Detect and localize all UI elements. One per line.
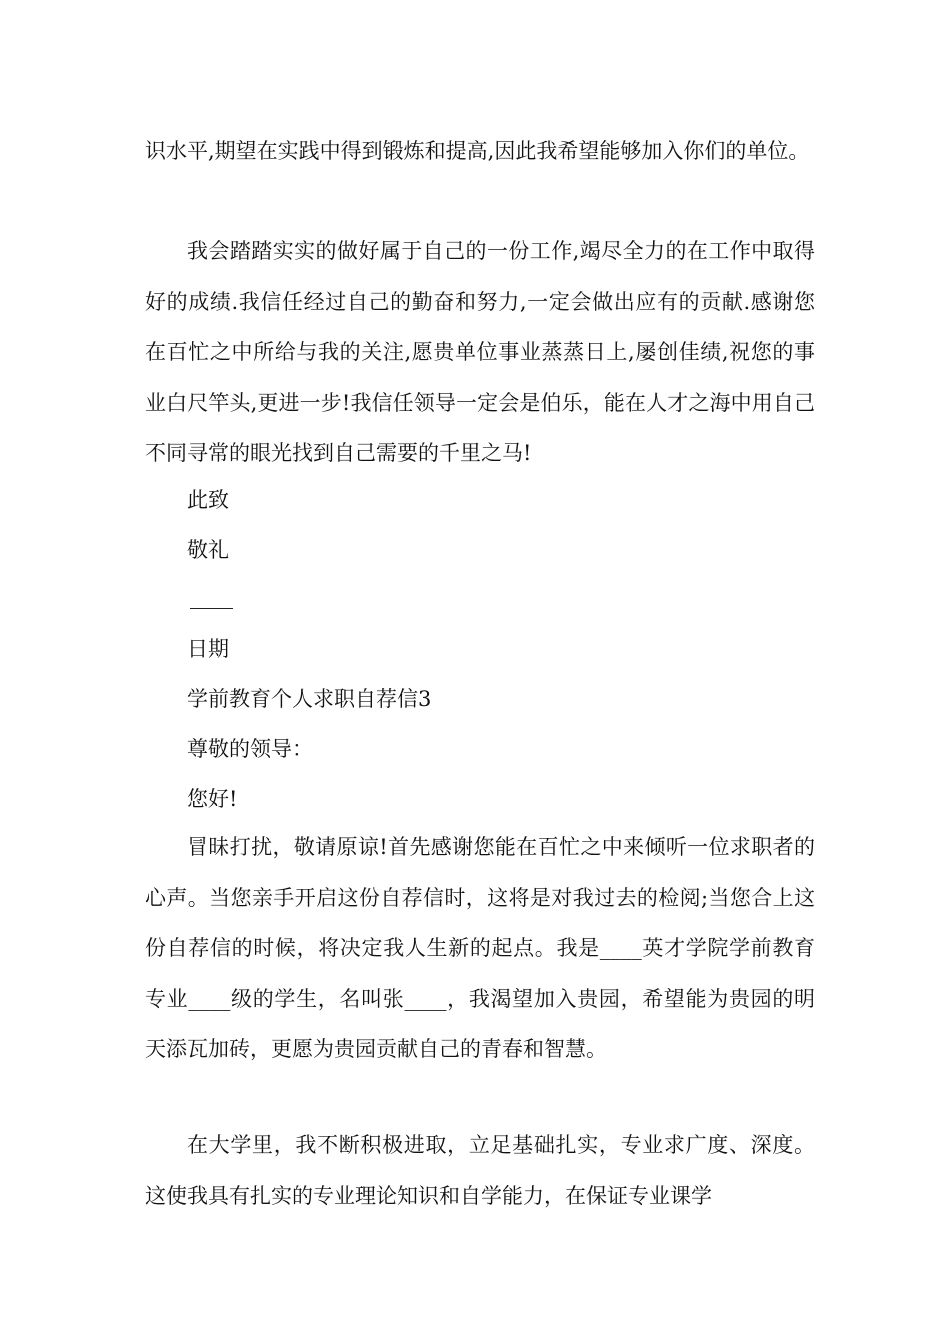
paragraph-introduction: 冒昧打扰，敬请原谅!首先感谢您能在百忙之中来倾听一位求职者的心声。当您亲手开启这份自荐信时，这将是对我过去的检阅;当您合上这份自荐信的时候，将决定我人生新的起点。我是____英才学院学前教育专业____级的学生，名叫张____，我渴望加入贵园，希望能为贵园的明天添瓦加砖，更愿为贵园贡献自己的青春和智慧。 — [145, 835, 815, 1061]
closing-line-2: 敬礼 — [187, 538, 229, 562]
signature-line — [190, 608, 233, 609]
section-heading: 学前教育个人求职自荐信3 — [187, 687, 432, 711]
date-label: 日期 — [187, 637, 229, 661]
closing-line-1: 此致 — [187, 488, 229, 512]
paragraph-continuation: 识水平,期望在实践中得到锻炼和提高,因此我希望能够加入你们的单位。 — [145, 139, 810, 163]
paragraph-commitment: 我会踏踏实实的做好属于自己的一份工作,竭尽全力的在工作中取得好的成绩.我信任经过自己的勤奋和努力,一定会做出应有的贡献.感谢您在百忙之中所给与我的关注,愿贵单位事业蒸蒸日上,屡创佳绩,祝您的事业白尺竿头,更进一步!我信任领导一定会是伯乐，能在人才之海中用自己不同寻常的眼光找到自己需要的千里之马! — [145, 239, 815, 465]
salutation: 尊敬的领导： — [187, 737, 313, 761]
paragraph-university: 在大学里，我不断积极进取，立足基础扎实，专业求广度、深度。这使我具有扎实的专业理论知识和自学能力，在保证专业课学 — [145, 1133, 815, 1208]
greeting: 您好! — [187, 787, 238, 811]
